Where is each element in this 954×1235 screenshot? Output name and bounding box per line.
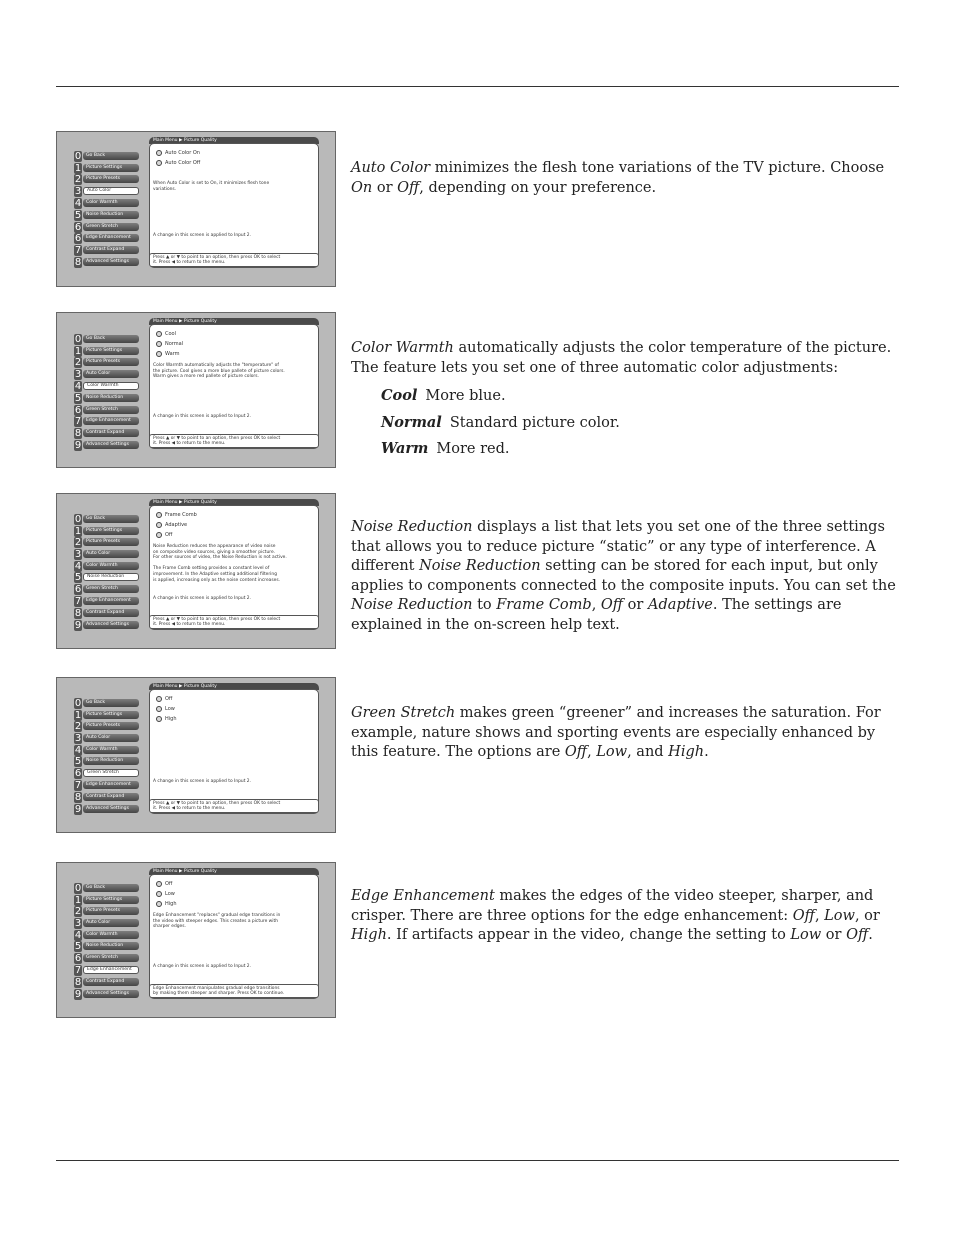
menu-label: Picture Settings (83, 164, 139, 172)
warmth-item-warm (381, 439, 510, 459)
option-label: Warm (165, 351, 180, 357)
options-panel (149, 324, 319, 449)
menu-item-go-back[interactable] (74, 515, 140, 524)
warmth-name: Cool (381, 387, 418, 404)
menu-item-auto-color[interactable] (74, 187, 140, 196)
menu-item-go-back[interactable] (74, 335, 140, 344)
text: makes the edges of the video steeper, sharper, and crisper. There are three options for the edge enhancement: (351, 888, 874, 924)
option-label: Adaptive (165, 522, 188, 528)
menu-number: 5 (74, 210, 82, 221)
menu-label: Picture Settings (83, 896, 139, 904)
term-noise-reduction: Noise Reduction (351, 519, 473, 535)
warmth-item-cool (381, 386, 506, 406)
radio-icon (156, 532, 162, 538)
help-footer: Press ▲ or ▼ to point to an option, then press OK to select it. Press ◀ to return to the menu. (149, 253, 319, 267)
help-footer: Press ▲ or ▼ to point to an option, then press OK to select it. Press ◀ to return to the menu. (149, 434, 319, 448)
menu-item-go-back[interactable] (74, 152, 140, 161)
option-frame-comb[interactable] (156, 511, 197, 519)
menu-label: Picture Settings (83, 711, 139, 719)
option-normal[interactable] (156, 340, 183, 348)
radio-icon (156, 891, 162, 897)
option-high[interactable] (156, 900, 177, 908)
options-panel (149, 143, 319, 268)
text: , (587, 744, 597, 760)
menu-number: 0 (74, 883, 82, 894)
term: Noise Reduction (419, 558, 541, 574)
option-label: Normal (165, 341, 184, 347)
menu-label: Picture Presets (83, 722, 139, 730)
menu-label: Green Stretch (83, 406, 139, 414)
option-label: Low (165, 891, 175, 897)
input-note: A change in this screen is applied to Input 2. (153, 964, 251, 969)
warmth-desc: More red. (436, 441, 510, 457)
radio-icon (156, 706, 162, 712)
menu-item-noise-reduction[interactable] (74, 573, 140, 582)
menu-item-auto-color[interactable] (74, 370, 140, 379)
menu-item-contrast-expand[interactable] (74, 978, 140, 987)
option: Off (846, 927, 869, 943)
term: Noise Reduction (351, 597, 473, 613)
menu-item-advanced-settings[interactable] (74, 990, 140, 999)
option-low[interactable] (156, 705, 175, 713)
menu-item-auto-color[interactable] (74, 734, 140, 743)
menu-item-noise-reduction[interactable] (74, 942, 140, 951)
warmth-desc: More blue. (425, 388, 506, 404)
text: or (623, 597, 648, 613)
menu-item-picture-presets[interactable] (74, 907, 140, 916)
menu-item-advanced-settings[interactable] (74, 441, 140, 450)
menu-number: 1 (74, 895, 82, 906)
menu-label: Green Stretch (83, 954, 139, 962)
help-footer: Press ▲ or ▼ to point to an option, then press OK to select it. Press ◀ to return to the menu. (149, 799, 319, 813)
menu-item-contrast-expand[interactable] (74, 429, 140, 438)
option-label: High (165, 716, 177, 722)
option-label: Auto Color Off (165, 160, 201, 166)
green-stretch-description (351, 704, 896, 763)
breadcrumb: Main Menu ▶ Picture Quality (149, 683, 319, 690)
option-cool[interactable] (156, 330, 176, 338)
help-text: Edge Enhancement "replaces" gradual edge transitions in the video with steeper edges. This creates a picture with sharper edges. (153, 913, 281, 930)
menu-label: Go Back (83, 152, 139, 160)
text: makes green “greener” and increases the saturation. For example, nature shows and sporting events are especially enhanced by this feature. The options are (351, 705, 881, 760)
option-label: Off (165, 881, 173, 887)
menu-number: 2 (74, 357, 82, 368)
menu-label-selected: Noise Reduction (83, 573, 139, 581)
option-auto-color-off[interactable] (156, 159, 200, 167)
menu-label-selected: Color Warmth (83, 382, 139, 390)
menu-number: 6 (74, 405, 82, 416)
breadcrumb: Main Menu ▶ Picture Quality (149, 137, 319, 144)
option: Low (790, 927, 822, 943)
menu-item-picture-settings[interactable] (74, 347, 140, 356)
term-color-warmth: Color Warmth (351, 340, 454, 356)
menu-item-green-stretch[interactable] (74, 954, 140, 963)
menu-item-auto-color[interactable] (74, 919, 140, 928)
color-warmth-description (351, 339, 896, 378)
menu-label: Edge Enhancement (83, 781, 139, 789)
menu-item-contrast-expand[interactable] (74, 246, 140, 255)
menu-label: Color Warmth (83, 931, 139, 939)
option-label: Cool (165, 331, 176, 337)
help-footer: Press ▲ or ▼ to point to an option, then press OK to select it. Press ◀ to return to the menu. (149, 615, 319, 629)
menu-number: 7 (74, 596, 82, 607)
menu-label: Picture Presets (83, 538, 139, 546)
menu-label-selected: Auto Color (83, 187, 139, 195)
bottom-rule (56, 1160, 899, 1161)
option: Off (600, 597, 624, 613)
color-warmth-screenshot (56, 312, 336, 468)
text: . If artifacts appear in the video, change the setting to (386, 927, 791, 943)
auto-color-description (351, 159, 896, 198)
radio-icon (156, 341, 162, 347)
menu-number: 9 (74, 989, 82, 1000)
option-label: Auto Color On (165, 150, 200, 156)
radio-icon (156, 716, 162, 722)
text: automatically adjusts the color temperature of the picture. The feature lets you set one of three automatic color adjustments: (351, 340, 892, 376)
breadcrumb: Main Menu ▶ Picture Quality (149, 868, 319, 875)
menu-number: 6 (74, 953, 82, 964)
option-off[interactable] (156, 695, 172, 703)
menu-number: 9 (74, 440, 82, 451)
menu-label: Edge Enhancement (83, 597, 139, 605)
menu-item-edge-enhancement[interactable] (74, 966, 140, 975)
menu-number: 5 (74, 572, 82, 583)
options-panel (149, 874, 319, 999)
menu-number: 2 (74, 906, 82, 917)
menu-label: Color Warmth (83, 199, 139, 207)
warmth-name: Warm (381, 440, 429, 457)
menu-item-picture-settings[interactable] (74, 896, 140, 905)
menu-item-picture-settings[interactable] (74, 711, 140, 720)
menu-item-advanced-settings[interactable] (74, 258, 140, 267)
menu-number: 9 (74, 620, 82, 631)
text: , (814, 907, 825, 924)
radio-icon (156, 696, 162, 702)
text: displays a list that lets you set one of the three settings that allows you to reduce picture “static” or any type of interference. A different (351, 519, 885, 574)
option-label: Frame Comb (165, 512, 197, 518)
option: Off (792, 907, 815, 924)
menu-label: Noise Reduction (83, 211, 139, 219)
menu-label: Auto Color (83, 734, 139, 742)
radio-icon (156, 351, 162, 357)
menu-number: 7 (74, 245, 82, 256)
menu-number: 1 (74, 710, 82, 721)
text: to (472, 597, 497, 613)
menu-number: 0 (74, 151, 82, 162)
menu-label: Auto Color (83, 550, 139, 558)
menu-item-green-stretch[interactable] (74, 585, 140, 594)
menu-number: 2 (74, 721, 82, 732)
menu-item-color-warmth[interactable] (74, 199, 140, 208)
menu-label: Advanced Settings (83, 441, 139, 449)
menu-number: 8 (74, 257, 82, 268)
help-footer: Edge Enhancement manipulates gradual edge transitions by making them steeper and sharper. Press OK to continue. (149, 984, 319, 998)
option-label: Off (165, 532, 173, 538)
menu-number: 3 (74, 549, 82, 560)
menu-number: 3 (74, 733, 82, 744)
text: . (704, 744, 709, 760)
menu-number: 1 (74, 346, 82, 357)
text: or (372, 179, 398, 196)
menu-item-go-back[interactable] (74, 884, 140, 893)
menu-label: Advanced Settings (83, 990, 139, 998)
menu-number: 4 (74, 381, 82, 392)
menu-label: Go Back (83, 699, 139, 707)
option-adaptive[interactable] (156, 521, 187, 529)
menu-item-picture-presets[interactable] (74, 538, 140, 547)
radio-icon (156, 901, 162, 907)
menu-item-picture-presets[interactable] (74, 175, 140, 184)
menu-label: Go Back (83, 515, 139, 523)
menu-number: 6 (74, 584, 82, 595)
menu-item-edge-enhancement[interactable] (74, 781, 140, 790)
term-edge-enhancement: Edge Enhancement (351, 888, 495, 904)
options-panel (149, 505, 319, 630)
option: Frame Comb (496, 597, 592, 613)
menu-label: Contrast Expand (83, 978, 139, 986)
menu-label: Contrast Expand (83, 609, 139, 617)
menu-number: 6 (74, 768, 82, 779)
menu-number: 8 (74, 428, 82, 439)
menu-label-selected: Edge Enhancement (83, 966, 139, 974)
menu-number: 0 (74, 698, 82, 709)
edge-enhancement-screenshot (56, 862, 336, 1018)
menu-number: 7 (74, 965, 82, 976)
auto-color-screenshot (56, 131, 336, 287)
menu-number: 8 (74, 608, 82, 619)
option-low[interactable] (156, 890, 175, 898)
menu-item-color-warmth[interactable] (74, 562, 140, 571)
menu-number: 6 (74, 222, 82, 233)
menu-item-picture-presets[interactable] (74, 358, 140, 367)
menu-label: Contrast Expand (83, 429, 139, 437)
menu-label: Green Stretch (83, 585, 139, 593)
menu-number: 5 (74, 393, 82, 404)
menu-item-color-warmth[interactable] (74, 931, 140, 940)
menu-label: Advanced Settings (83, 805, 139, 813)
option: High (668, 744, 705, 760)
help-text: Noise Reduction reduces the appearance of video noise on composite video sources, giving a smoother picture. For other sources of video, the Noise Reduction is not active. The Frame Comb setting provides a constant level of improvement. In the Adaptive setting additional filtering is applied, increasing only as the noise content increases. (153, 544, 287, 583)
warmth-item-normal (381, 413, 620, 433)
edge-enhancement-description (351, 887, 896, 946)
menu-label: Color Warmth (83, 746, 139, 754)
text: , (591, 597, 601, 613)
menu-item-edge-enhancement[interactable] (74, 417, 140, 426)
help-text: Color Warmth automatically adjusts the "temperature" of the picture. Cool gives a more blue pallete of picture colors. Warm gives a more red pallete of picture colors. (153, 363, 285, 380)
menu-label: Color Warmth (83, 562, 139, 570)
menu-item-green-stretch[interactable] (74, 769, 140, 778)
option-on: On (351, 179, 373, 196)
menu-number: 9 (74, 804, 82, 815)
noise-reduction-screenshot (56, 493, 336, 649)
breadcrumb: Main Menu ▶ Picture Quality (149, 499, 319, 506)
menu-item-advanced-settings[interactable] (74, 621, 140, 630)
menu-number: 2 (74, 174, 82, 185)
menu-label: Noise Reduction (83, 942, 139, 950)
menu-item-go-back[interactable] (74, 699, 140, 708)
menu-label: Advanced Settings (83, 258, 139, 266)
option-off[interactable] (156, 880, 172, 888)
menu-item-advanced-settings[interactable] (74, 805, 140, 814)
radio-icon (156, 512, 162, 518)
radio-icon (156, 160, 162, 166)
menu-label: Auto Color (83, 919, 139, 927)
input-note: A change in this screen is applied to Input 2. (153, 414, 251, 419)
menu-number: 5 (74, 941, 82, 952)
menu-item-green-stretch[interactable] (74, 223, 140, 232)
menu-item-contrast-expand[interactable] (74, 793, 140, 802)
text: or (821, 927, 847, 943)
text: setting can be stored for each input, but only applies to components connected to the composite inputs. You can set the (351, 558, 896, 594)
menu-number: 3 (74, 369, 82, 380)
menu-number: 8 (74, 792, 82, 803)
option-warm[interactable] (156, 350, 180, 358)
menu-number: 4 (74, 561, 82, 572)
menu-label: Contrast Expand (83, 793, 139, 801)
menu-item-contrast-expand[interactable] (74, 609, 140, 618)
menu-number: 1 (74, 163, 82, 174)
menu-item-color-warmth[interactable] (74, 746, 140, 755)
help-text: When Auto Color is set to On, it minimizes flesh tone variations. (153, 181, 270, 192)
top-rule (56, 86, 899, 87)
menu-label: Noise Reduction (83, 394, 139, 402)
text: . (868, 927, 873, 943)
menu-number: 1 (74, 526, 82, 537)
option-off: Off (397, 179, 420, 196)
radio-icon (156, 881, 162, 887)
menu-number: 4 (74, 930, 82, 941)
menu-number: 0 (74, 514, 82, 525)
green-stretch-screenshot (56, 677, 336, 833)
menu-number: 3 (74, 186, 82, 197)
menu-item-noise-reduction[interactable] (74, 211, 140, 220)
menu-label: Advanced Settings (83, 621, 139, 629)
warmth-name: Normal (381, 414, 442, 431)
menu-label: Go Back (83, 884, 139, 892)
menu-label-selected: Green Stretch (83, 769, 139, 777)
menu-number: 7 (74, 780, 82, 791)
menu-label: Picture Settings (83, 527, 139, 535)
text: minimizes the flesh tone variations of the TV picture. Choose (430, 160, 885, 176)
option-high[interactable] (156, 715, 177, 723)
menu-number: 6 (74, 233, 82, 244)
option: Off (564, 744, 588, 760)
option-off[interactable] (156, 531, 172, 539)
menu-item-picture-settings[interactable] (74, 164, 140, 173)
term-green-stretch: Green Stretch (351, 705, 456, 721)
radio-icon (156, 331, 162, 337)
menu-label: Edge Enhancement (83, 417, 139, 425)
menu-label: Green Stretch (83, 223, 139, 231)
option: Low (824, 907, 855, 924)
menu-number: 3 (74, 918, 82, 929)
menu-item-color-warmth[interactable] (74, 382, 140, 391)
text: , or (854, 907, 880, 924)
menu-number: 4 (74, 745, 82, 756)
menu-item-green-stretch[interactable] (74, 406, 140, 415)
option-label: Off (165, 696, 173, 702)
menu-number: 2 (74, 537, 82, 548)
breadcrumb: Main Menu ▶ Picture Quality (149, 318, 319, 325)
input-note: A change in this screen is applied to Input 2. (153, 233, 251, 238)
options-panel (149, 689, 319, 814)
text: , and (627, 744, 669, 760)
menu-item-edge-enhancement[interactable] (74, 597, 140, 606)
option: High (351, 927, 387, 943)
option: Adaptive (647, 597, 713, 613)
text: . The settings are explained in the on-screen help text. (351, 597, 842, 633)
radio-icon (156, 150, 162, 156)
input-note: A change in this screen is applied to Input 2. (153, 596, 251, 601)
menu-label: Noise Reduction (83, 757, 139, 765)
menu-label: Go Back (83, 335, 139, 343)
menu-number: 0 (74, 334, 82, 345)
menu-label: Picture Presets (83, 358, 139, 366)
menu-label: Auto Color (83, 370, 139, 378)
menu-number: 4 (74, 198, 82, 209)
menu-label: Edge Enhancement (83, 234, 139, 242)
radio-icon (156, 522, 162, 528)
menu-item-picture-settings[interactable] (74, 527, 140, 536)
input-note: A change in this screen is applied to Input 2. (153, 779, 251, 784)
menu-item-noise-reduction[interactable] (74, 757, 140, 766)
menu-number: 7 (74, 416, 82, 427)
menu-label: Picture Presets (83, 907, 139, 915)
option-auto-color-on[interactable] (156, 149, 200, 157)
menu-number: 5 (74, 756, 82, 767)
menu-number: 8 (74, 977, 82, 988)
text: , depending on your preference. (419, 179, 657, 196)
noise-reduction-description (351, 518, 896, 635)
option-label: High (165, 901, 177, 907)
menu-item-picture-presets[interactable] (74, 722, 140, 731)
menu-label: Contrast Expand (83, 246, 139, 254)
option-label: Low (165, 706, 175, 712)
menu-item-noise-reduction[interactable] (74, 394, 140, 403)
menu-label: Picture Presets (83, 175, 139, 183)
menu-item-edge-enhancement[interactable] (74, 234, 140, 243)
menu-item-auto-color[interactable] (74, 550, 140, 559)
menu-label: Picture Settings (83, 347, 139, 355)
term-auto-color: Auto Color (351, 160, 431, 176)
warmth-desc: Standard picture color. (449, 415, 620, 431)
option: Low (596, 744, 628, 760)
